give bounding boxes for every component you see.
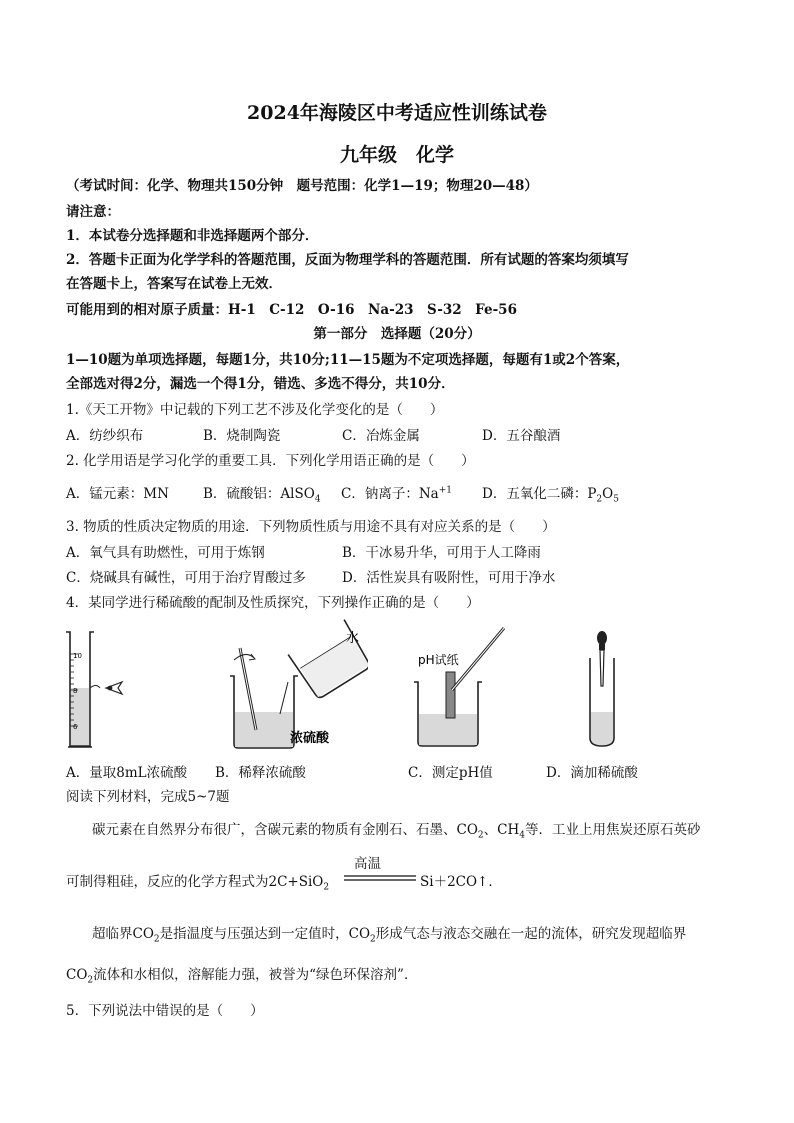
q3-stem: 3. 物质的性质决定物质的用途．下列物质性质与用途不具有对应关系的是（ ） <box>66 519 556 535</box>
exam-title: 2024年海陵区中考适应性训练试卷 <box>247 102 547 124</box>
q4-stem: 4．某同学进行稀硫酸的配制及性质探究，下列操作正确的是（ ） <box>66 595 480 611</box>
note-item-2-line1: 2．答题卡正面为化学学科的答题范围，反面为物理学科的答题范围．所有试题的答案均须填写 <box>66 252 629 268</box>
q1-option-d: D．五谷酿酒 <box>482 428 561 444</box>
cylinder-tick-8: 8 <box>73 687 78 695</box>
q2-option-c: C．钠离子：$Na^{+1}$ <box>341 485 452 502</box>
note-item-2-line2: 在答题卡上，答案写在试卷上无效． <box>66 276 282 292</box>
reading-intro: 阅读下列材料，完成5~7题 <box>66 789 230 805</box>
reaction-condition: 高温 <box>354 856 381 872</box>
reading-equation-lead: 可制得粗硅，反应的化学方程式为2C+SiO$_2$ <box>66 874 330 893</box>
graduated-cylinder-figure <box>60 628 140 752</box>
q4-option-c: C．测定pH值 <box>408 765 493 781</box>
cylinder-tick-10: 10 <box>73 652 82 660</box>
q3-option-a: A．氧气具有助燃性，可用于炼钢 <box>66 545 265 561</box>
acid-label: 浓硫酸 <box>290 731 330 746</box>
water-label: 水 <box>346 631 360 646</box>
dropper-figure <box>580 628 630 752</box>
exam-subtitle: 九年级 化学 <box>339 144 454 166</box>
q1-option-c: C．冶炼金属 <box>342 428 420 444</box>
q3-option-d: D．活性炭具有吸附性，可用于净水 <box>342 570 556 586</box>
eye-icon <box>106 682 122 694</box>
reading-equation-products: Si＋2CO↑． <box>420 874 502 890</box>
q1-option-b: B．烧制陶瓷 <box>203 428 281 444</box>
q1-stem: 1.《天工开物》中记载的下列工艺不涉及化学变化的是（ ） <box>66 402 444 418</box>
q4-option-b: B．稀释浓硫酸 <box>215 765 306 781</box>
q2-option-a: A．锰元素：MN <box>66 486 169 502</box>
ph-test-figure <box>408 624 528 752</box>
q1-option-a: A．纺纱织布 <box>66 428 144 444</box>
part1-instructions-line2: 全部选对得2分，漏选一个得1分，错选、多选不得分，共10分． <box>66 376 455 392</box>
part1-instructions-line1: 1—10题为单项选择题，每题1分，共10分;11—15题为不定项选择题，每题有1或2个答案， <box>66 352 630 368</box>
reading-paragraph-3: 超临界$CO_2$是指温度与压强达到一定值时，$CO_2$形成气态与液态交融在一起的流体，研究发现超临界 <box>92 926 687 945</box>
cylinder-tick-6: 6 <box>73 723 78 731</box>
notes-heading: 请注意： <box>66 204 120 220</box>
dilution-figure <box>218 618 368 752</box>
q3-option-b: B．干冰易升华，可用于人工降雨 <box>342 545 541 561</box>
reading-paragraph-1: 碳元素在自然界分布很广，含碳元素的物质有金刚石、石墨、$CO_2$、$CH_4$等．工业上用焦炭还原石英砂 <box>92 822 701 841</box>
note-item-1: 1．本试卷分选择题和非选择题两个部分． <box>66 228 319 244</box>
ph-paper-label: pH试纸 <box>418 653 459 667</box>
reading-paragraph-4: $CO_2$流体和水相似，溶解能力强，被誉为“绿色环保溶剂”． <box>66 967 418 986</box>
equals-sign <box>342 874 418 882</box>
q4-option-a: A．量取8mL浓硫酸 <box>66 765 188 781</box>
q3-option-c: C．烧碱具有碱性，可用于治疗胃酸过多 <box>66 570 306 586</box>
q4-option-d: D．滴加稀硫酸 <box>546 765 638 781</box>
q2-option-b: B．硫酸铝：AlSO$_4$ <box>203 486 321 505</box>
part1-heading: 第一部分 选择题（20分） <box>313 326 481 342</box>
atomic-mass-line: 可能用到的相对原子质量：H-1 C-12 O-16 Na-23 S-32 Fe-56 <box>66 302 517 318</box>
q2-stem: 2. 化学用语是学习化学的重要工具．下列化学用语正确的是（ ） <box>66 453 475 469</box>
exam-info: （考试时间：化学、物理共150分钟 题号范围：化学1—19；物理20—48） <box>66 178 538 194</box>
q5-stem: 5．下列说法中错误的是（ ） <box>66 1003 264 1019</box>
q2-option-d: D．五氧化二磷：$P_2O_5$ <box>482 486 619 505</box>
